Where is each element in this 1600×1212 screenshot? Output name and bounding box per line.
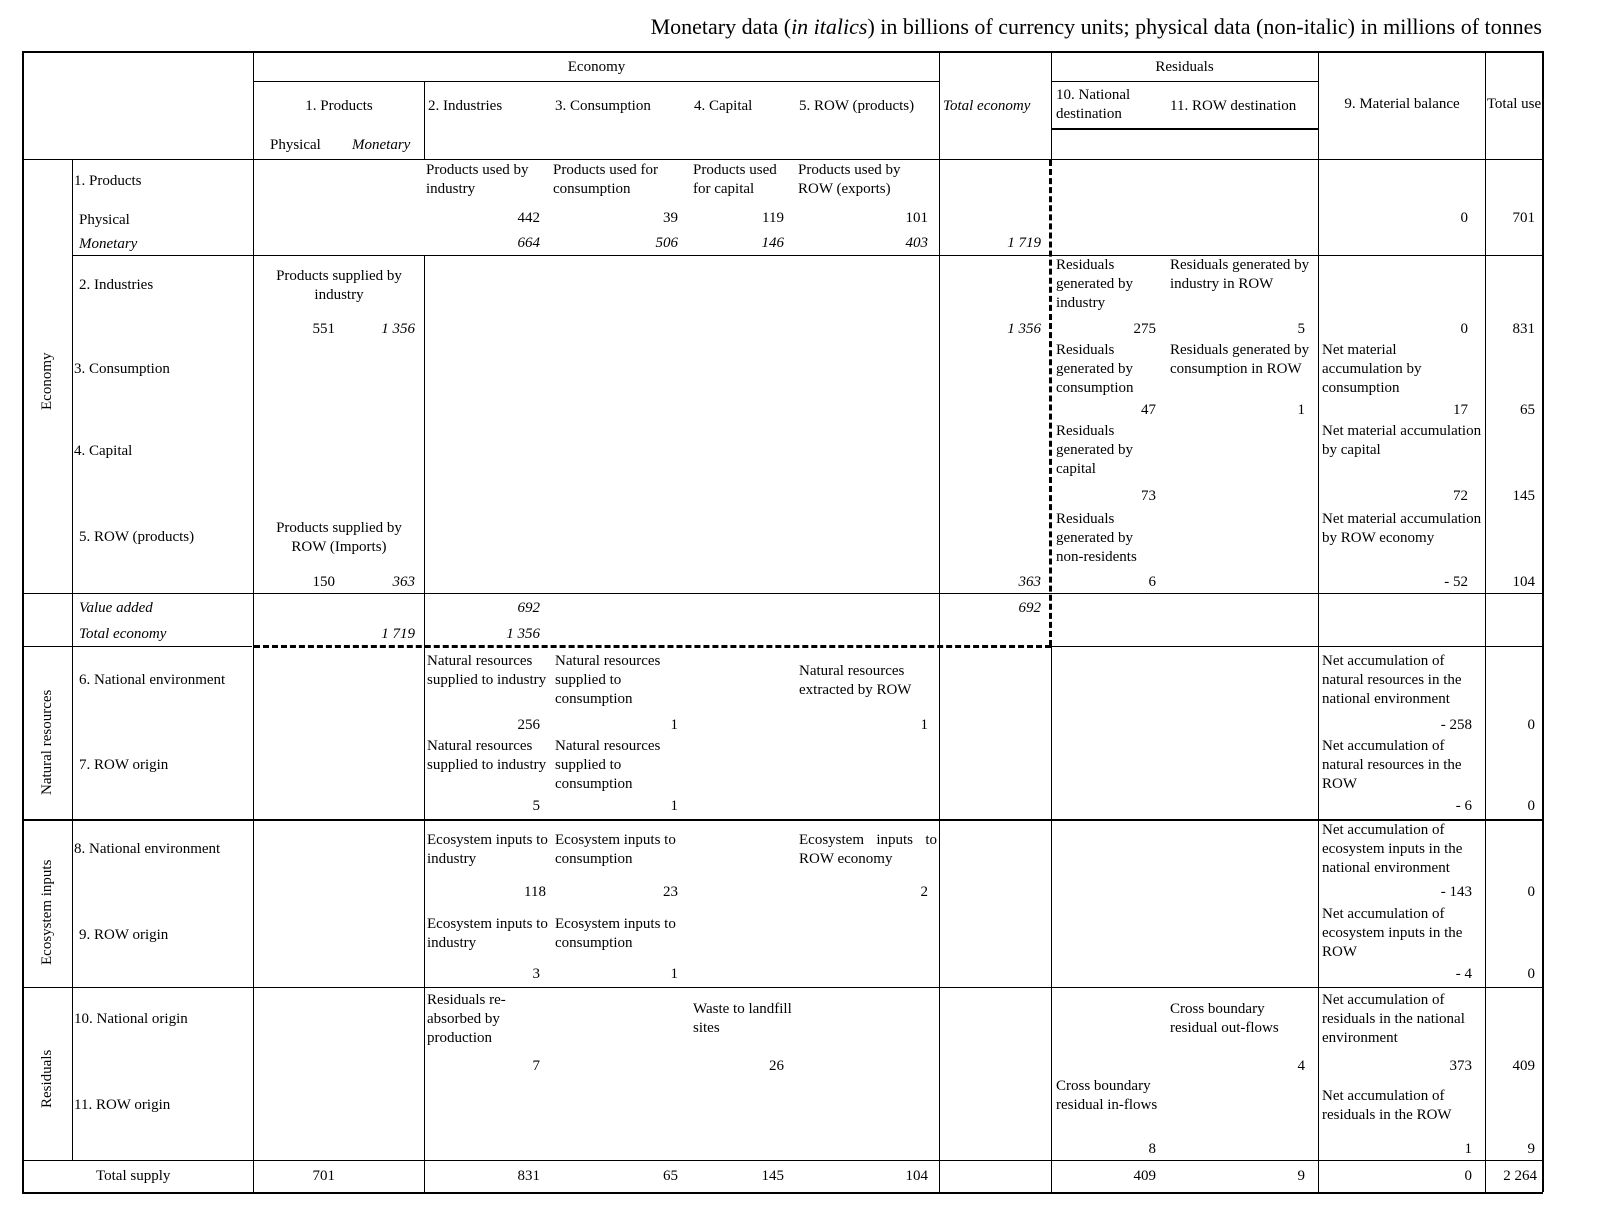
value-natres-6-balance: - 258 (1440, 717, 1472, 733)
caption-pre: Monetary data ( (650, 14, 792, 39)
value-value-added-total-economy: 692 (1018, 600, 1041, 616)
desc-natres-row-supplied-to-consumption: Natural resources supplied to consumption (555, 738, 661, 792)
value-products-consumption-physical: 39 (663, 210, 678, 226)
desc-ecosystem-inputs-to-row: Ecosystem inputs to ROW economy (799, 832, 937, 867)
desc-net-accumulation-natres-national: Net accumulation of natural resources in the national environment (1322, 653, 1462, 707)
desc-residuals-generated-by-capital: Residuals generated by capital (1056, 423, 1134, 477)
value-industries-resid-row: 5 (1297, 321, 1305, 337)
value-industries-monetary: 1 356 (381, 321, 415, 337)
value-resid-10-capital: 26 (769, 1058, 784, 1074)
row-label-row-products: 5. ROW (products) (79, 529, 195, 545)
header-capital: 4. Capital (694, 98, 753, 114)
group-residuals: Residuals (39, 1049, 55, 1108)
value-products-industry-monetary: 664 (517, 235, 540, 251)
desc-products-used-by-industry: Products used by industry (426, 162, 529, 197)
table-bottom-border (22, 1192, 1543, 1194)
value-row-products-total-use: 104 (1512, 574, 1535, 590)
value-natres-6-total-use: 0 (1527, 717, 1535, 733)
row-label-row-origin-9: 9. ROW origin (79, 927, 169, 943)
row-label-consumption: 3. Consumption (74, 361, 170, 377)
value-products-capital-monetary: 146 (761, 235, 784, 251)
value-natres-7-balance: - 6 (1455, 798, 1472, 814)
desc-residuals-reabsorbed-by-production: Residuals re-absorbed by production (427, 992, 506, 1046)
value-ecosys-8-balance: - 143 (1440, 884, 1472, 900)
row-label-national-origin-10: 10. National origin (74, 1011, 188, 1027)
value-consumption-resid-row: 1 (1297, 402, 1305, 418)
row-label-monetary: Monetary (79, 236, 138, 252)
value-resid-10-balance: 373 (1449, 1058, 1472, 1074)
value-consumption-balance: 17 (1453, 402, 1468, 418)
value-row-products-physical: 150 (312, 574, 335, 590)
value-products-capital-physical: 119 (762, 210, 784, 226)
desc-ecosystem-inputs-row-to-consumption: Ecosystem inputs to consumption (555, 916, 676, 951)
value-industries-resid-nat: 275 (1133, 321, 1156, 337)
value-total-supply-national-destination: 409 (1133, 1168, 1156, 1184)
row-label-national-environment-8: 8. National environment (74, 841, 221, 857)
row-label-industries: 2. Industries (79, 277, 154, 293)
value-resid-11-balance: 1 (1464, 1141, 1472, 1157)
value-row-products-monetary: 363 (392, 574, 415, 590)
value-row-products-resid-nat: 6 (1148, 574, 1156, 590)
value-total-supply-total-use: 2 264 (1503, 1168, 1537, 1184)
row-label-national-environment-6: 6. National environment (79, 672, 226, 688)
desc-net-accumulation-consumption: Net material accumulation by consumption (1322, 342, 1422, 396)
desc-residuals-generated-by-non-residents: Residuals generated by non-residents (1056, 511, 1137, 565)
value-consumption-total-use: 65 (1520, 402, 1535, 418)
desc-residuals-generated-by-consumption: Residuals generated by consumption (1056, 342, 1134, 396)
header-monetary: Monetary (352, 137, 411, 153)
hline-economy-header (254, 81, 939, 82)
desc-waste-to-landfill: Waste to landfill sites (693, 1001, 792, 1036)
header-residuals: Residuals (1155, 59, 1214, 75)
value-natres-7-industry: 5 (532, 798, 540, 814)
value-ecosys-8-total-use: 0 (1527, 884, 1535, 900)
header-national-destination: 10. National destination (1056, 87, 1131, 122)
value-resid-10-total-use: 409 (1512, 1058, 1535, 1074)
header-industries: 2. Industries (428, 98, 503, 114)
value-products-consumption-monetary: 506 (655, 235, 678, 251)
value-ecosys-9-industry: 3 (532, 966, 540, 982)
dashed-total-economy-boundary (1049, 160, 1052, 646)
header-total-use: Total use (1486, 96, 1542, 112)
value-resid-11-national-destination: 8 (1148, 1141, 1156, 1157)
table-caption (651, 14, 1542, 40)
value-consumption-resid-nat: 47 (1141, 402, 1156, 418)
value-ecosys-9-total-use: 0 (1527, 966, 1535, 982)
table-left-border (22, 51, 24, 1192)
hline-residuals-subheader (1051, 128, 1318, 130)
desc-ecosystem-inputs-to-consumption: Ecosystem inputs to consumption (555, 832, 676, 867)
value-natres-7-consumption: 1 (670, 798, 678, 814)
value-total-supply-balance: 0 (1464, 1168, 1472, 1184)
row-label-products: 1. Products (74, 173, 142, 189)
value-natres-7-total-use: 0 (1527, 798, 1535, 814)
desc-natres-supplied-to-industry: Natural resources supplied to industry (427, 653, 547, 688)
hline-residuals-bottom (22, 1160, 1543, 1161)
row-label-capital: 4. Capital (74, 443, 133, 459)
desc-net-accumulation-residuals-national: Net accumulation of residuals in the national environment (1322, 992, 1465, 1046)
desc-residuals-generated-by-industry: Residuals generated by industry (1056, 257, 1134, 311)
header-row-destination: 11. ROW destination (1170, 98, 1297, 114)
vline-products-col (424, 81, 425, 159)
desc-ecosystem-inputs-row-to-industry: Ecosystem inputs to industry (427, 916, 548, 951)
vline-row-labels (253, 51, 254, 1192)
value-resid-10-industry: 7 (532, 1058, 540, 1074)
value-ecosys-8-industry: 118 (524, 884, 546, 900)
vline-group-label (72, 159, 73, 1160)
group-ecosystem-inputs: Ecosystem inputs (39, 859, 55, 965)
desc-products-used-for-consumption: Products used for consumption (553, 162, 658, 197)
desc-ecosystem-inputs-to-industry: Ecosystem inputs to industry (427, 832, 548, 867)
header-physical: Physical (270, 137, 321, 153)
value-industries-physical: 551 (312, 321, 335, 337)
hline-header-bottom (22, 159, 1543, 160)
desc-net-accumulation-capital: Net material accumulation by capital (1322, 423, 1482, 458)
desc-net-accumulation-natres-row: Net accumulation of natural resources in the ROW (1322, 738, 1462, 792)
desc-cross-boundary-inflows: Cross boundary residual in-flows (1056, 1078, 1158, 1113)
value-products-total-economy: 1 719 (1007, 235, 1041, 251)
row-label-total-economy: Total economy (79, 626, 167, 642)
vline-balance-right (1485, 51, 1486, 1192)
value-total-supply-capital: 145 (761, 1168, 784, 1184)
table-right-border (1542, 51, 1544, 1192)
value-total-supply-industries: 831 (517, 1168, 540, 1184)
value-products-row-monetary: 403 (905, 235, 928, 251)
value-value-added-industries: 692 (517, 600, 540, 616)
hline-natres-top-right (1051, 646, 1543, 647)
row-label-value-added: Value added (79, 600, 153, 616)
desc-products-used-by-row: Products used by ROW (exports) (798, 162, 901, 197)
group-natural-resources: Natural resources (39, 689, 55, 795)
desc-natres-supplied-to-consumption: Natural resources supplied to consumption (555, 653, 661, 707)
header-row-products: 5. ROW (products) (799, 98, 915, 114)
value-row-products-balance: - 52 (1444, 574, 1468, 590)
value-total-economy-industries: 1 356 (506, 626, 540, 642)
hline-natres-bottom (22, 819, 1543, 821)
value-natres-6-industry: 256 (517, 717, 540, 733)
desc-products-supplied-by-row: Products supplied by ROW (Imports) (276, 520, 402, 555)
header-material-balance: 9. Material balance (1344, 96, 1460, 112)
table-top-border (22, 51, 1543, 53)
row-label-total-supply: Total supply (96, 1168, 171, 1184)
value-industries-total-use: 831 (1512, 321, 1535, 337)
row-label-row-origin-7: 7. ROW origin (79, 757, 169, 773)
value-capital-resid-nat: 73 (1141, 488, 1156, 504)
value-row-products-total-economy: 363 (1018, 574, 1041, 590)
header-economy: Economy (567, 59, 626, 75)
desc-net-accumulation-ecosystem-national: Net accumulation of ecosystem inputs in the national environment (1322, 822, 1463, 876)
value-resid-10-row-destination: 4 (1297, 1058, 1305, 1074)
dashed-economy-boundary (254, 645, 1051, 648)
value-total-supply-products: 701 (312, 1168, 335, 1184)
desc-net-accumulation-row-economy: Net material accumulation by ROW economy (1322, 511, 1482, 546)
desc-residuals-generated-by-consumption-row: Residuals generated by consumption in ROW (1170, 342, 1310, 377)
value-industries-total-economy: 1 356 (1007, 321, 1041, 337)
value-products-row-physical: 101 (905, 210, 928, 226)
value-capital-balance: 72 (1453, 488, 1468, 504)
value-products-total-use: 701 (1512, 210, 1535, 226)
row-label-physical: Physical (79, 212, 130, 228)
vline-total-economy-right-lower (1051, 646, 1052, 1192)
value-ecosys-9-consumption: 1 (670, 966, 678, 982)
value-natres-6-row: 1 (920, 717, 928, 733)
desc-natres-row-supplied-to-industry: Natural resources supplied to industry (427, 738, 547, 773)
value-products-industry-physical: 442 (517, 210, 540, 226)
desc-net-accumulation-ecosystem-row: Net accumulation of ecosystem inputs in the ROW (1322, 906, 1463, 960)
value-total-supply-row-products: 104 (905, 1168, 928, 1184)
header-products: 1. Products (305, 98, 373, 114)
desc-products-used-for-capital: Products used for capital (693, 162, 777, 197)
header-consumption: 3. Consumption (555, 98, 651, 114)
vline-economy-right (939, 51, 940, 1192)
vline-residuals-right (1318, 51, 1319, 1192)
value-total-supply-consumption: 65 (663, 1168, 678, 1184)
hline-ecosys-bottom (22, 987, 1543, 988)
desc-products-supplied-by-industry: Products supplied by industry (276, 268, 402, 303)
value-resid-11-total-use: 9 (1527, 1141, 1535, 1157)
hline-natres-top (22, 646, 252, 647)
hline-products-bottom (72, 255, 1543, 256)
value-total-economy-monetary: 1 719 (381, 626, 415, 642)
value-industries-balance: 0 (1460, 321, 1468, 337)
desc-net-accumulation-residuals-row: Net accumulation of residuals in the ROW (1322, 1088, 1452, 1123)
caption-post: ) in billions of currency units; physical data (non-italic) in millions of tonnes (867, 14, 1542, 39)
value-ecosys-8-row: 2 (920, 884, 928, 900)
header-total-economy: Total economy (943, 98, 1031, 114)
value-capital-total-use: 145 (1512, 488, 1535, 504)
value-ecosys-9-balance: - 4 (1455, 966, 1472, 982)
value-total-supply-row-destination: 9 (1297, 1168, 1305, 1184)
hline-residuals-header (1051, 81, 1318, 82)
desc-cross-boundary-outflows: Cross boundary residual out-flows (1170, 1001, 1279, 1036)
desc-natres-extracted-by-row: Natural resources extracted by ROW (799, 663, 912, 698)
hline-economy-bottom (22, 593, 1543, 594)
group-economy: Economy (39, 352, 55, 410)
value-ecosys-8-consumption: 23 (663, 884, 678, 900)
value-natres-6-consumption: 1 (670, 717, 678, 733)
desc-residuals-generated-by-industry-row: Residuals generated by industry in ROW (1170, 257, 1310, 292)
row-label-row-origin-11: 11. ROW origin (74, 1097, 171, 1113)
caption-italic: in italics (791, 14, 868, 39)
value-products-balance: 0 (1460, 210, 1468, 226)
